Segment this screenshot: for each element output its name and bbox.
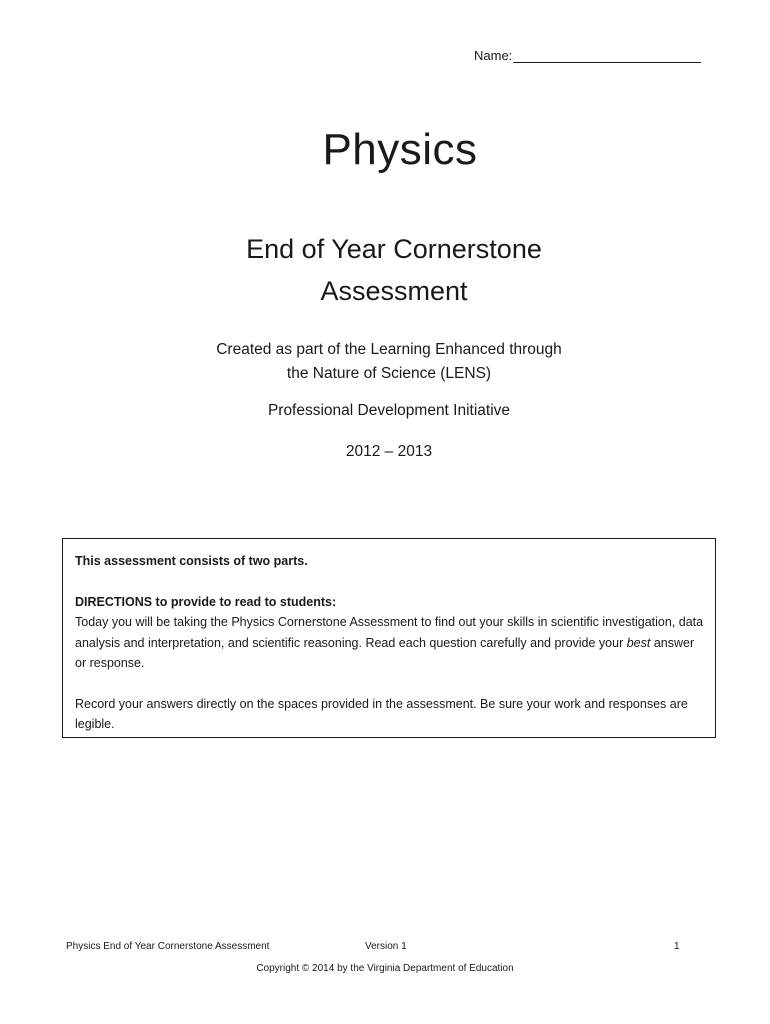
document-title: Physics [322,125,478,174]
footer-page-number: 1 [674,941,680,952]
directions-para1-emphasis: best [626,635,651,650]
created-line-1: Created as part of the Learning Enhanced through [216,341,562,358]
subtitle-line-2: Assessment [320,276,468,306]
created-line-2: the Nature of Science (LENS) [286,365,492,382]
initiative-name: Professional Development Initiative [267,402,511,419]
subtitle-line-1: End of Year Cornerstone [246,234,542,264]
directions-para1-end: answer or response. [75,635,695,670]
directions-heading: DIRECTIONS to provide to read to students: [75,594,337,609]
spacer [75,674,705,694]
footer-version: Version 1 [365,941,407,952]
footer-document-title: Physics End of Year Cornerstone Assessment [66,941,270,952]
directions-para1-text: Today you will be taking the Physics Cornerstone Assessment to find out your skills in scientific investigation, data analysis and interpretation, and scientific reasoning. Read each question carefully and provide your [75,615,704,650]
name-label: Name: [474,48,513,63]
directions-box [62,538,716,738]
parts-note: This assessment consists of two parts. [75,554,308,568]
directions-paragraph-1 [75,612,705,674]
directions-paragraph-2: Record your answers directly on the spaces provided in the assessment. Be sure your work and responses are legible. [75,696,688,731]
document-subtitle [0,228,770,312]
footer-copyright: Copyright © 2014 by the Virginia Department of Education [256,963,514,974]
school-year: 2012 – 2013 [345,443,433,460]
name-blank-line[interactable] [513,48,701,63]
spacer [75,572,705,592]
name-field[interactable] [474,48,701,63]
